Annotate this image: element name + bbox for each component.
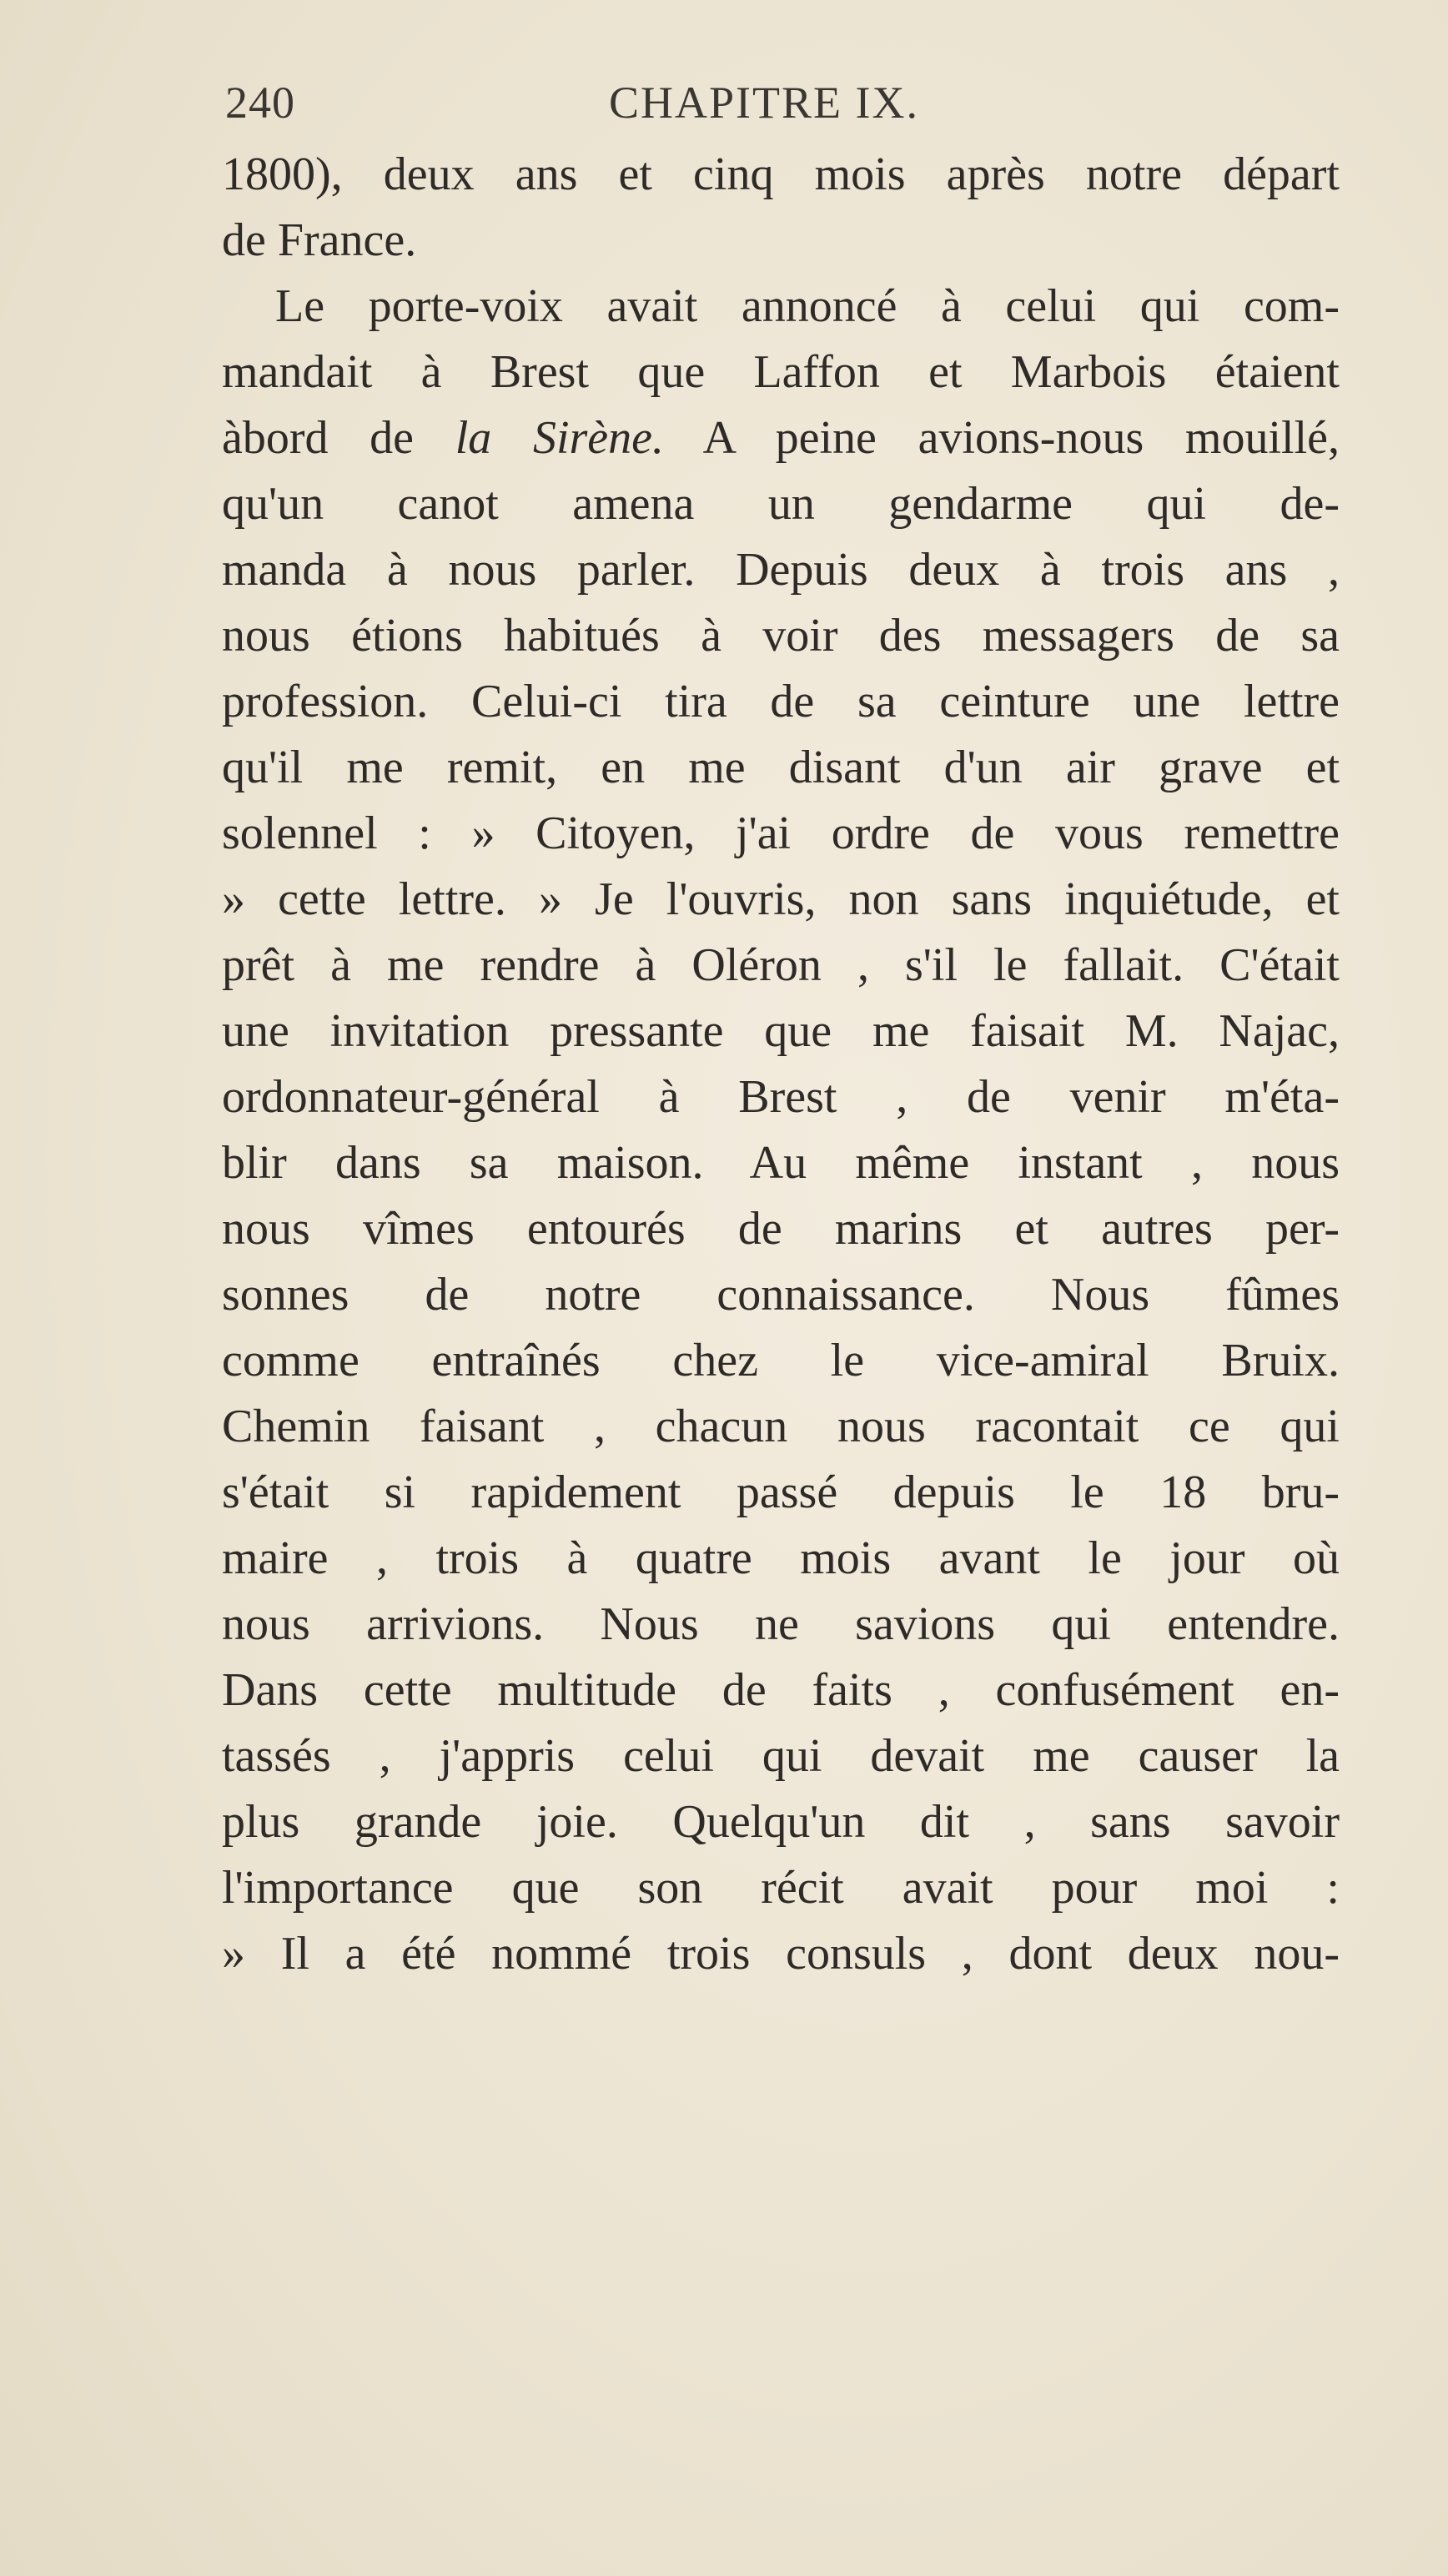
text-line: prêt à me rendre à Oléron , s'il le fallait. C'était [222, 939, 1340, 991]
text-line: l'importance que son récit avait pour moi : [222, 1862, 1340, 1914]
body-text [222, 142, 1340, 1987]
text-line: sonnes de notre connaissance. Nous fûmes [222, 1269, 1340, 1321]
text-line: nous étions habitués à voir des messagers de sa [222, 610, 1340, 662]
text-line: de France. [222, 214, 417, 266]
text-line: qu'un canot amena un gendarme qui de- [222, 478, 1340, 530]
text-segment: A peine avions-nous mouillé, [664, 412, 1340, 464]
text-line: » Il a été nommé trois consuls , dont deux nou- [222, 1928, 1340, 1980]
text-line: manda à nous parler. Depuis deux à trois ans , [222, 544, 1340, 596]
text-segment: àbord de [222, 412, 455, 464]
text-line: comme entraînés chez le vice-amiral Bruix. [222, 1335, 1340, 1386]
text-line: nous arrivions. Nous ne savions qui entendre. [222, 1598, 1340, 1650]
text-line: Le porte-voix avait annoncé à celui qui com- [275, 280, 1340, 332]
text-line: une invitation pressante que me faisait M. Najac, [222, 1005, 1340, 1057]
text-line: blir dans sa maison. Au même instant , nous [222, 1137, 1340, 1189]
text-line: profession. Celui-ci tira de sa ceinture une lettre [222, 676, 1340, 727]
page-header [225, 77, 1335, 143]
text-line: mandait à Brest que Laffon et Marbois étaient [222, 346, 1340, 398]
text-line: Chemin faisant , chacun nous racontait ce qui [222, 1401, 1340, 1452]
text-line: tassés , j'appris celui qui devait me causer la [222, 1730, 1340, 1782]
text-line: qu'il me remit, en me disant d'un air grave et [222, 742, 1340, 793]
page-number: 240 [225, 78, 295, 128]
text-line: s'était si rapidement passé depuis le 18 bru- [222, 1467, 1340, 1518]
text-line: solennel : » Citoyen, j'ai ordre de vous remettre [222, 808, 1340, 859]
text-line: » cette lettre. » Je l'ouvris, non sans inquiétude, et [222, 873, 1340, 925]
text-line: 1800), deux ans et cinq mois après notre départ [222, 148, 1340, 200]
text-line: ordonnateur-général à Brest , de venir m'éta- [222, 1071, 1340, 1123]
running-title: CHAPITRE IX. [609, 78, 919, 128]
text-line: plus grande joie. Quelqu'un dit , sans savoir [222, 1796, 1340, 1848]
text-line: maire , trois à quatre mois avant le jour où [222, 1532, 1340, 1584]
ship-name-italic: la Sirène. [455, 412, 665, 464]
text-line: nous vîmes entourés de marins et autres per- [222, 1203, 1340, 1255]
text-line [222, 405, 1340, 471]
text-line: Dans cette multitude de faits , confusément en- [222, 1664, 1340, 1716]
